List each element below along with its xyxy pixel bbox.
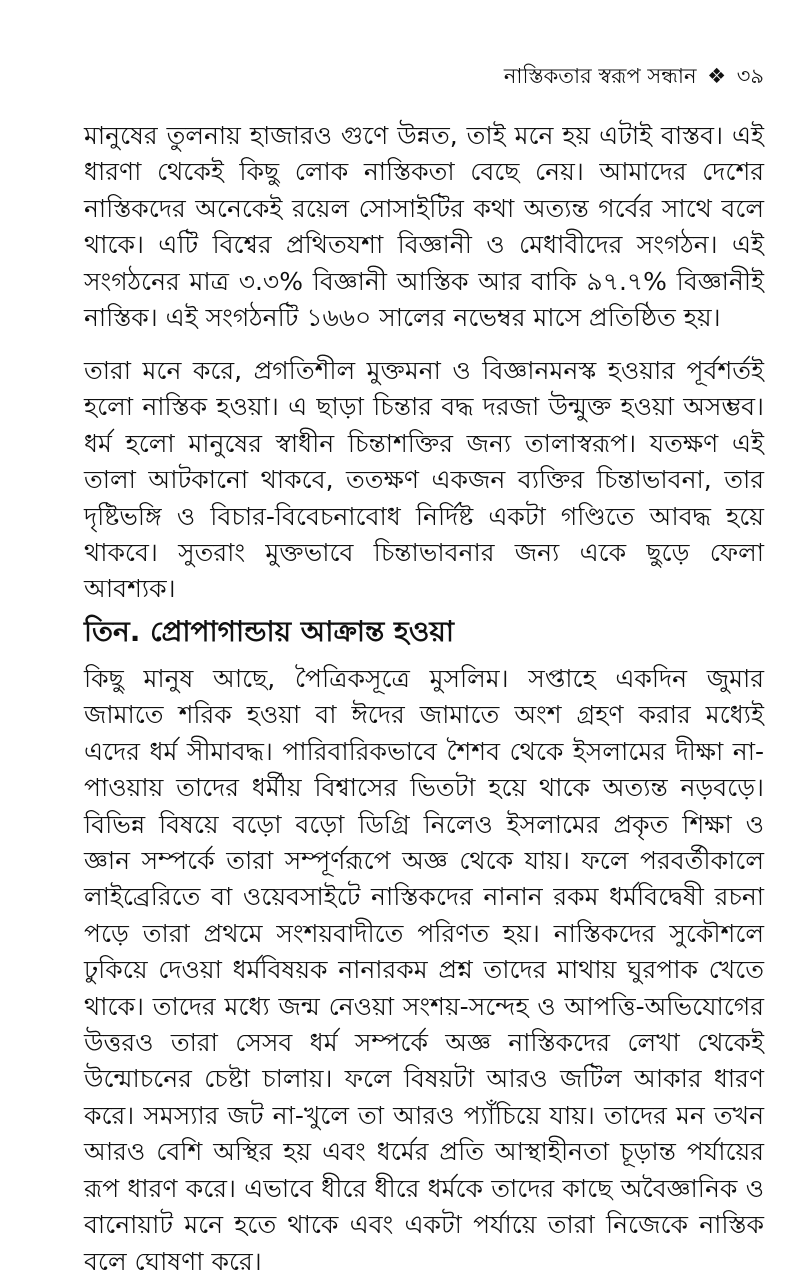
paragraph-free-thinking: তারা মনে করে, প্রগতিশীল মুক্তমনা ও বিজ্ঞানমনস্ক হওয়ার পূর্বশর্তই হলো নাস্তিক হওয়া। এ ছাড়া চিন্তার বদ্ধ দরজা উন্মুক্ত হওয়া অসম্ভব। ধর্ম হলো মানুষের স্বাধীন চিন্তাশক্তির জন্য তালাস্বরূপ। যতক্ষণ এই তালা আটকানো থাকবে, ততক্ষণ একজন ব্যক্তির চিন্তাভাবনা, তার দৃষ্টিভঙ্গি ও বিচার-বিবেচনাবোধ নির্দিষ্ট একটা গণ্ডিতে আবদ্ধ হয়ে থাকবে। সুতরাং মুক্তভাবে চিন্তাভাবনার জন্য একে ছুড়ে ফেলা আবশ্যক। bbox=[84, 356, 764, 604]
paragraph-royal-society: মানুষের তুলনায় হাজারও গুণে উন্নত, তাই মনে হয় এটাই বাস্তব। এই ধারণা থেকেই কিছু লোক নাস্তিকতা বেছে নেয়। আমাদের দেশের নাস্তিকদের অনেকেই রয়েল সোসাইটির কথা অত্যন্ত গর্বের সাথে বলে থাকে। এটি বিশ্বের প্রথিতযশা বিজ্ঞানী ও মেধাবীদের সংগঠন। এই সংগঠনের মাত্র ৩.৩% বিজ্ঞানী আস্তিক আর বাকি ৯৭.৭% বিজ্ঞানীই নাস্তিক। এই সংগঠনটি ১৬৬০ সালের নভেম্বর মাসে প্রতিষ্ঠিত হয়। bbox=[84, 121, 764, 333]
page-number: ৩৯ bbox=[736, 64, 764, 88]
paragraph-propaganda: কিছু মানুষ আছে, পৈত্রিকসূত্রে মুসলিম। সপ্তাহে একদিন জুমার জামাতে শরিক হওয়া বা ঈদের জামাতে অংশ গ্রহণ করার মধ্যেই এদের ধর্ম সীমাবদ্ধ। পারিবারিকভাবে শৈশব থেকে ইসলামের দীক্ষা না-পাওয়ায় তাদের ধর্মীয় বিশ্বাসের ভিতটা হয়ে থাকে অত্যন্ত নড়বড়ে। বিভিন্ন বিষয়ে বড়ো বড়ো ডিগ্রি নিলেও ইসলামের প্রকৃত শিক্ষা ও জ্ঞান সম্পর্কে তারা সম্পূর্ণরূপে অজ্ঞ থেকে যায়। ফলে পরবর্তীকালে লাইব্রেরিতে বা ওয়েবসাইটে নাস্তিকদের নানান রকম ধর্মবিদ্বেষী রচনা পড়ে তারা প্রথমে সংশয়বাদীতে পরিণত হয়। নাস্তিকদের সুকৌশলে ঢুকিয়ে দেওয়া ধর্মবিষয়ক নানারকম প্রশ্ন তাদের মাথায় ঘুরপাক খেতে থাকে। তাদের মধ্যে জন্ম নেওয়া সংশয়-সন্দেহ ও আপত্তি-অভিযোগের উত্তরও তারা সেসব ধর্ম সম্পর্কে অজ্ঞ নাস্তিকদের লেখা থেকেই উন্মোচনের চেষ্টা চালায়। ফলে বিষয়টা আরও জটিল আকার ধারণ করে। সমস্যার জট না-খুলে তা আরও প্যাঁচিয়ে যায়। তাদের মন তখন আরও বেশি অস্থির হয় এবং ধর্মের প্রতি আস্থাহীনতা চূড়ান্ত পর্যায়ের রূপ ধারণ করে। এভাবে ধীরে ধীরে ধর্মকে তাদের কাছে অবৈজ্ঞানিক ও বানোয়াট মনে হতে থাকে এবং একটা পর্যায়ে তারা নিজেকে নাস্তিক বলে ঘোষণা করে। bbox=[84, 664, 764, 1276]
section-heading: তিন. প্রোপাগান্ডায় আক্রান্ত হওয়া bbox=[84, 615, 454, 648]
running-header bbox=[504, 62, 764, 90]
running-title: নাস্তিকতার স্বরূপ সন্ধান bbox=[503, 64, 697, 88]
separator-ornament-icon: ❖ bbox=[707, 64, 727, 88]
